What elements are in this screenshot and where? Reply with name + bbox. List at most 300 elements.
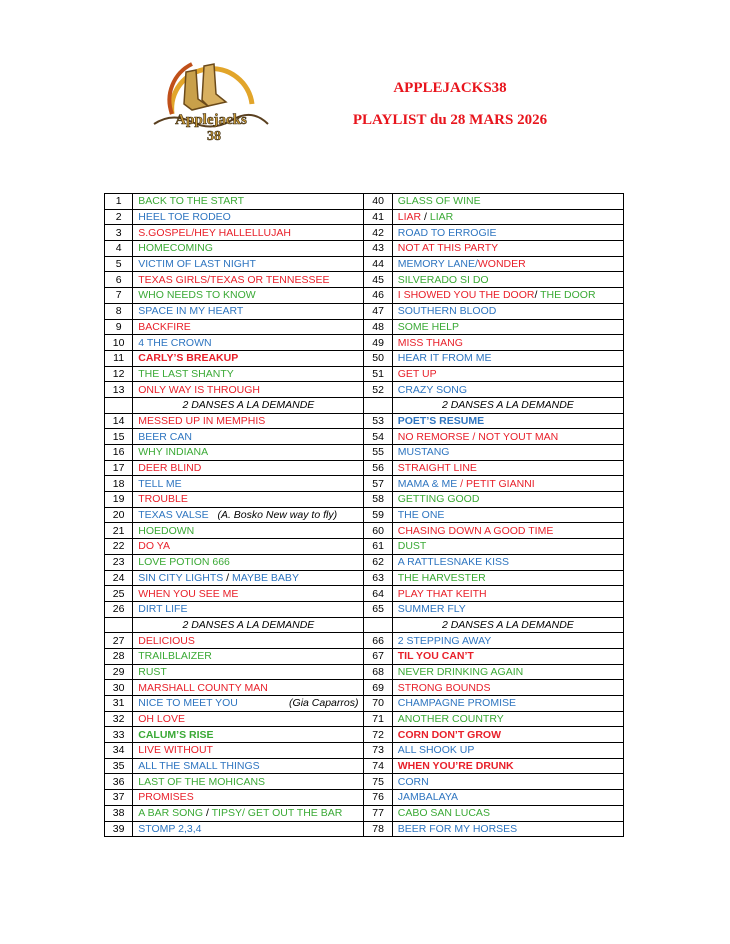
song-title bbox=[392, 382, 623, 398]
song-title-segment: MAYBE BABY bbox=[232, 571, 299, 584]
song-title bbox=[133, 743, 364, 759]
song-number: 40 bbox=[364, 194, 392, 210]
song-title-segment: TEXAS GIRLS/TEXAS OR TENNESSEE bbox=[138, 273, 330, 286]
song-title bbox=[392, 241, 623, 257]
song-title bbox=[133, 633, 364, 649]
song-title bbox=[133, 648, 364, 664]
table-row bbox=[105, 711, 624, 727]
song-number: 74 bbox=[364, 758, 392, 774]
song-title bbox=[392, 586, 623, 602]
song-number: 57 bbox=[364, 476, 392, 492]
song-title-segment: STRONG BOUNDS bbox=[397, 681, 491, 694]
song-number: 58 bbox=[364, 492, 392, 508]
song-title-segment: GLASS OF WINE bbox=[397, 195, 481, 208]
song-number: 68 bbox=[364, 664, 392, 680]
song-title bbox=[392, 303, 623, 319]
song-number: 31 bbox=[105, 696, 133, 712]
song-title bbox=[392, 570, 623, 586]
song-title bbox=[392, 648, 623, 664]
song-title-segment: THE ONE bbox=[397, 509, 445, 522]
song-title-segment: POET’S RESUME bbox=[397, 414, 485, 427]
song-title-segment: / bbox=[223, 571, 233, 584]
table-row bbox=[105, 570, 624, 586]
song-title bbox=[392, 790, 623, 806]
song-title-segment: TIPSY/ GET OUT THE BAR bbox=[211, 807, 343, 820]
table-row bbox=[105, 601, 624, 617]
song-number: 41 bbox=[364, 209, 392, 225]
table-row bbox=[105, 758, 624, 774]
song-title-segment: PROMISES bbox=[138, 791, 194, 804]
song-title bbox=[392, 335, 623, 351]
song-number: 59 bbox=[364, 507, 392, 523]
song-number: 72 bbox=[364, 727, 392, 743]
song-title bbox=[133, 727, 364, 743]
song-number: 6 bbox=[105, 272, 133, 288]
table-row bbox=[105, 476, 624, 492]
song-title bbox=[392, 743, 623, 759]
song-title bbox=[392, 507, 623, 523]
song-title bbox=[392, 429, 623, 445]
table-row bbox=[105, 790, 624, 806]
song-title-segment: HEAR IT FROM ME bbox=[397, 352, 492, 365]
song-title-segment: BACKFIRE bbox=[138, 320, 191, 333]
song-number: 25 bbox=[105, 586, 133, 602]
song-title-segment: LOVE POTION 666 bbox=[138, 556, 230, 569]
song-title-segment: / bbox=[534, 289, 541, 302]
song-title bbox=[392, 523, 623, 539]
song-title bbox=[392, 601, 623, 617]
table-row bbox=[105, 288, 624, 304]
song-number bbox=[364, 397, 392, 413]
page-title: APPLEJACKS38 bbox=[393, 80, 507, 96]
song-title-segment: JAMBALAYA bbox=[397, 791, 459, 804]
song-title-segment: SPACE IN MY HEART bbox=[138, 305, 244, 318]
song-title-segment: MUSTANG bbox=[397, 446, 450, 459]
song-title-segment: SOUTHERN BLOOD bbox=[397, 305, 497, 318]
table-row bbox=[105, 413, 624, 429]
song-title-segment: TRAILBLAIZER bbox=[138, 650, 212, 663]
table-row bbox=[105, 256, 624, 272]
song-number: 55 bbox=[364, 445, 392, 461]
song-number: 15 bbox=[105, 429, 133, 445]
song-title bbox=[392, 413, 623, 429]
song-number: 20 bbox=[105, 507, 133, 523]
table-row bbox=[105, 805, 624, 821]
request-dances-row bbox=[105, 397, 624, 413]
song-title-segment: WONDER bbox=[477, 258, 526, 271]
song-title-segment: HEEL TOE RODEO bbox=[138, 211, 231, 224]
song-number: 9 bbox=[105, 319, 133, 335]
song-number: 47 bbox=[364, 303, 392, 319]
song-title-segment: SIN CITY LIGHTS bbox=[138, 571, 224, 584]
song-title bbox=[392, 194, 623, 210]
request-dances-label: 2 DANSES A LA DEMANDE bbox=[392, 617, 623, 633]
song-title bbox=[133, 335, 364, 351]
song-number: 48 bbox=[364, 319, 392, 335]
song-number: 23 bbox=[105, 554, 133, 570]
song-title-segment: CALUM’S RISE bbox=[138, 728, 214, 741]
song-number: 24 bbox=[105, 570, 133, 586]
table-row bbox=[105, 586, 624, 602]
song-title bbox=[133, 429, 364, 445]
song-title bbox=[133, 256, 364, 272]
song-number: 32 bbox=[105, 711, 133, 727]
song-title-segment: ROAD TO ERROGIE bbox=[397, 226, 497, 239]
song-title-segment: DEER BLIND bbox=[138, 462, 202, 475]
song-title bbox=[392, 209, 623, 225]
song-number: 28 bbox=[105, 648, 133, 664]
svg-text:38: 38 bbox=[207, 129, 221, 144]
song-title-segment: TEXAS VALSE bbox=[138, 509, 209, 522]
song-title-segment: / bbox=[421, 211, 430, 224]
playlist-date-title: PLAYLIST du 28 MARS 2026 bbox=[352, 112, 548, 128]
song-number: 66 bbox=[364, 633, 392, 649]
song-title bbox=[392, 225, 623, 241]
table-row bbox=[105, 303, 624, 319]
table-row bbox=[105, 382, 624, 398]
song-number: 18 bbox=[105, 476, 133, 492]
table-row bbox=[105, 492, 624, 508]
song-number: 53 bbox=[364, 413, 392, 429]
table-row bbox=[105, 774, 624, 790]
song-number: 43 bbox=[364, 241, 392, 257]
song-title bbox=[392, 288, 623, 304]
song-title bbox=[392, 554, 623, 570]
song-title-segment: OH LOVE bbox=[138, 713, 185, 726]
song-number: 62 bbox=[364, 554, 392, 570]
song-number: 73 bbox=[364, 743, 392, 759]
song-title-segment: 4 THE CROWN bbox=[138, 336, 212, 349]
song-number: 1 bbox=[105, 194, 133, 210]
table-row bbox=[105, 209, 624, 225]
song-title-segment: HOEDOWN bbox=[138, 524, 195, 537]
song-title bbox=[392, 805, 623, 821]
song-number: 67 bbox=[364, 648, 392, 664]
song-title bbox=[392, 727, 623, 743]
table-row bbox=[105, 429, 624, 445]
song-title-segment: DELICIOUS bbox=[138, 634, 195, 647]
table-row bbox=[105, 225, 624, 241]
song-number: 46 bbox=[364, 288, 392, 304]
song-number: 60 bbox=[364, 523, 392, 539]
playlist-table bbox=[104, 193, 624, 837]
song-title-segment: GETTING GOOD bbox=[397, 493, 480, 506]
song-title bbox=[133, 209, 364, 225]
song-title bbox=[392, 633, 623, 649]
song-title-segment: / PETIT GIANNI bbox=[457, 477, 535, 490]
song-title-segment: CHAMPAGNE PROMISE bbox=[397, 697, 516, 710]
table-row bbox=[105, 507, 624, 523]
song-number: 19 bbox=[105, 492, 133, 508]
song-title-segment: LAST OF THE MOHICANS bbox=[138, 775, 266, 788]
song-title bbox=[133, 492, 364, 508]
song-title bbox=[133, 805, 364, 821]
song-number: 69 bbox=[364, 680, 392, 696]
song-title-segment: 2 STEPPING AWAY bbox=[397, 634, 492, 647]
song-title-segment: TELL ME bbox=[138, 477, 182, 490]
song-title bbox=[392, 476, 623, 492]
song-title-segment: DIRT LIFE bbox=[138, 603, 188, 616]
song-number: 70 bbox=[364, 696, 392, 712]
song-number: 76 bbox=[364, 790, 392, 806]
song-number: 17 bbox=[105, 460, 133, 476]
song-number: 27 bbox=[105, 633, 133, 649]
song-title-segment: CRAZY SONG bbox=[397, 383, 467, 396]
song-title bbox=[392, 774, 623, 790]
song-number: 37 bbox=[105, 790, 133, 806]
song-number: 42 bbox=[364, 225, 392, 241]
song-title-segment: ONLY WAY IS THROUGH bbox=[138, 383, 261, 396]
song-title-segment: ALL SHOOK UP bbox=[397, 744, 475, 757]
song-title-segment: WHEN YOU’RE DRUNK bbox=[397, 760, 514, 773]
song-number: 13 bbox=[105, 382, 133, 398]
song-title-segment: VICTIM OF LAST NIGHT bbox=[138, 258, 256, 271]
song-title-segment: MARSHALL COUNTY MAN bbox=[138, 681, 268, 694]
song-number: 54 bbox=[364, 429, 392, 445]
table-row bbox=[105, 460, 624, 476]
song-title bbox=[133, 774, 364, 790]
table-row bbox=[105, 727, 624, 743]
song-note: (Gia Caparros) bbox=[289, 697, 359, 710]
song-title bbox=[392, 319, 623, 335]
song-number: 2 bbox=[105, 209, 133, 225]
song-title bbox=[392, 664, 623, 680]
song-title bbox=[133, 539, 364, 555]
song-title bbox=[133, 303, 364, 319]
song-title bbox=[392, 680, 623, 696]
song-title-segment: / bbox=[203, 807, 212, 820]
song-title bbox=[133, 319, 364, 335]
song-title bbox=[392, 758, 623, 774]
song-title bbox=[392, 492, 623, 508]
table-row bbox=[105, 821, 624, 837]
song-number: 77 bbox=[364, 805, 392, 821]
table-row bbox=[105, 194, 624, 210]
table-row bbox=[105, 523, 624, 539]
song-number: 78 bbox=[364, 821, 392, 837]
table-row bbox=[105, 664, 624, 680]
song-title-segment: CHASING DOWN A GOOD TIME bbox=[397, 524, 554, 537]
song-title bbox=[392, 350, 623, 366]
song-number: 22 bbox=[105, 539, 133, 555]
song-title-segment: WHY INDIANA bbox=[138, 446, 209, 459]
table-row bbox=[105, 696, 624, 712]
song-title-segment: BACK TO THE START bbox=[138, 195, 245, 208]
song-title bbox=[133, 460, 364, 476]
song-title bbox=[392, 366, 623, 382]
table-row bbox=[105, 335, 624, 351]
song-number: 16 bbox=[105, 445, 133, 461]
table-row bbox=[105, 680, 624, 696]
song-number: 63 bbox=[364, 570, 392, 586]
song-number: 34 bbox=[105, 743, 133, 759]
song-title-segment: A BAR SONG bbox=[138, 807, 204, 820]
song-number: 35 bbox=[105, 758, 133, 774]
song-number: 50 bbox=[364, 350, 392, 366]
song-number: 29 bbox=[105, 664, 133, 680]
song-title-segment: THE DOOR bbox=[540, 289, 596, 302]
table-row bbox=[105, 633, 624, 649]
song-title bbox=[133, 586, 364, 602]
song-number: 14 bbox=[105, 413, 133, 429]
song-title-segment: THE HARVESTER bbox=[397, 571, 486, 584]
table-row bbox=[105, 445, 624, 461]
song-title bbox=[133, 194, 364, 210]
song-title bbox=[133, 664, 364, 680]
table-row bbox=[105, 743, 624, 759]
song-title-segment: SUMMER FLY bbox=[397, 603, 466, 616]
song-title-segment: CORN DON’T GROW bbox=[397, 728, 501, 741]
table-row bbox=[105, 241, 624, 257]
song-title bbox=[392, 460, 623, 476]
song-title-segment: THE LAST SHANTY bbox=[138, 367, 234, 380]
song-number: 8 bbox=[105, 303, 133, 319]
song-title bbox=[133, 241, 364, 257]
song-title-segment: CORN bbox=[397, 775, 429, 788]
song-title bbox=[392, 445, 623, 461]
song-title bbox=[133, 711, 364, 727]
song-title-segment: LIAR bbox=[397, 211, 422, 224]
table-row bbox=[105, 272, 624, 288]
song-number bbox=[105, 617, 133, 633]
song-title bbox=[133, 601, 364, 617]
song-title bbox=[133, 680, 364, 696]
song-title bbox=[133, 821, 364, 837]
song-number: 52 bbox=[364, 382, 392, 398]
song-title-segment: RUST bbox=[138, 665, 167, 678]
song-title-segment: S.GOSPEL/HEY HALLELLUJAH bbox=[138, 226, 291, 239]
song-title bbox=[133, 476, 364, 492]
song-title-segment: NEVER DRINKING AGAIN bbox=[397, 665, 524, 678]
song-title-segment: WHO NEEDS TO KNOW bbox=[138, 289, 256, 302]
song-title bbox=[133, 507, 364, 523]
song-title bbox=[133, 696, 364, 712]
svg-text:Applejacks: Applejacks bbox=[175, 112, 247, 128]
song-title-segment: HOMECOMING bbox=[138, 242, 213, 255]
table-row bbox=[105, 350, 624, 366]
song-title bbox=[392, 272, 623, 288]
song-title-segment: NO REMORSE / NOT YOUT MAN bbox=[397, 430, 559, 443]
song-number: 38 bbox=[105, 805, 133, 821]
song-title bbox=[133, 382, 364, 398]
song-title bbox=[133, 790, 364, 806]
request-dances-label: 2 DANSES A LA DEMANDE bbox=[133, 397, 364, 413]
song-number: 11 bbox=[105, 350, 133, 366]
song-title-segment: STRAIGHT LINE bbox=[397, 462, 477, 475]
song-title bbox=[133, 523, 364, 539]
song-title-segment: I SHOWED YOU THE DOOR bbox=[397, 289, 535, 302]
song-title-segment: A RATTLESNAKE KISS bbox=[397, 556, 510, 569]
song-title bbox=[133, 554, 364, 570]
song-number: 39 bbox=[105, 821, 133, 837]
song-number: 10 bbox=[105, 335, 133, 351]
song-title bbox=[133, 350, 364, 366]
song-title-segment: TROUBLE bbox=[138, 493, 188, 506]
song-title bbox=[392, 711, 623, 727]
song-number: 61 bbox=[364, 539, 392, 555]
song-number: 64 bbox=[364, 586, 392, 602]
song-number: 56 bbox=[364, 460, 392, 476]
song-title-segment: TIL YOU CAN’T bbox=[397, 650, 474, 663]
song-title-segment: BEER FOR MY HORSES bbox=[397, 822, 518, 835]
table-row bbox=[105, 554, 624, 570]
song-title-segment: ANOTHER COUNTRY bbox=[397, 713, 504, 726]
applejacks-logo bbox=[152, 44, 270, 144]
song-title-segment: MESSED UP IN MEMPHIS bbox=[138, 414, 266, 427]
table-row bbox=[105, 648, 624, 664]
song-number: 44 bbox=[364, 256, 392, 272]
song-title-segment: MEMORY LANE/ bbox=[397, 258, 478, 271]
song-number: 51 bbox=[364, 366, 392, 382]
song-title bbox=[133, 288, 364, 304]
song-title-segment: MAMA & ME bbox=[397, 477, 458, 490]
song-title-segment: MISS THANG bbox=[397, 336, 463, 349]
song-title bbox=[392, 539, 623, 555]
song-title bbox=[133, 366, 364, 382]
request-dances-label: 2 DANSES A LA DEMANDE bbox=[133, 617, 364, 633]
song-title bbox=[133, 272, 364, 288]
song-title-segment: STOMP 2,3,4 bbox=[138, 822, 202, 835]
song-title-segment: LIAR bbox=[429, 211, 454, 224]
song-title bbox=[133, 758, 364, 774]
song-number: 3 bbox=[105, 225, 133, 241]
song-title-segment: SOME HELP bbox=[397, 320, 460, 333]
request-dances-label: 2 DANSES A LA DEMANDE bbox=[392, 397, 623, 413]
song-number bbox=[105, 397, 133, 413]
song-title-segment: PLAY THAT KEITH bbox=[397, 587, 487, 600]
song-number: 75 bbox=[364, 774, 392, 790]
song-number: 5 bbox=[105, 256, 133, 272]
song-title-segment: WHEN YOU SEE ME bbox=[138, 587, 239, 600]
song-title-segment: SILVERADO SI DO bbox=[397, 273, 489, 286]
song-title-segment: CABO SAN LUCAS bbox=[397, 807, 490, 820]
song-title-segment: GET UP bbox=[397, 367, 437, 380]
song-title bbox=[133, 570, 364, 586]
song-title-segment: LIVE WITHOUT bbox=[138, 744, 213, 757]
song-number: 65 bbox=[364, 601, 392, 617]
song-number: 33 bbox=[105, 727, 133, 743]
song-number bbox=[364, 617, 392, 633]
song-title-segment: DUST bbox=[397, 540, 427, 553]
song-number: 26 bbox=[105, 601, 133, 617]
song-title bbox=[133, 413, 364, 429]
song-number: 7 bbox=[105, 288, 133, 304]
song-number: 12 bbox=[105, 366, 133, 382]
song-title bbox=[133, 445, 364, 461]
song-title-segment: NICE TO MEET YOU bbox=[138, 697, 238, 710]
song-title bbox=[392, 256, 623, 272]
table-row bbox=[105, 366, 624, 382]
song-number: 4 bbox=[105, 241, 133, 257]
song-title-segment: ALL THE SMALL THINGS bbox=[138, 760, 260, 773]
song-note: (A. Bosko New way to fly) bbox=[217, 509, 338, 522]
song-title bbox=[133, 225, 364, 241]
song-number: 45 bbox=[364, 272, 392, 288]
song-number: 36 bbox=[105, 774, 133, 790]
song-title-segment: BEER CAN bbox=[138, 430, 192, 443]
song-title-segment: NOT AT THIS PARTY bbox=[397, 242, 499, 255]
song-title bbox=[392, 821, 623, 837]
song-number: 21 bbox=[105, 523, 133, 539]
request-dances-row bbox=[105, 617, 624, 633]
song-title-segment: CARLY’S BREAKUP bbox=[138, 352, 239, 365]
song-title bbox=[392, 696, 623, 712]
song-title-segment: DO YA bbox=[138, 540, 170, 553]
table-row bbox=[105, 319, 624, 335]
song-number: 30 bbox=[105, 680, 133, 696]
song-number: 71 bbox=[364, 711, 392, 727]
table-row bbox=[105, 539, 624, 555]
